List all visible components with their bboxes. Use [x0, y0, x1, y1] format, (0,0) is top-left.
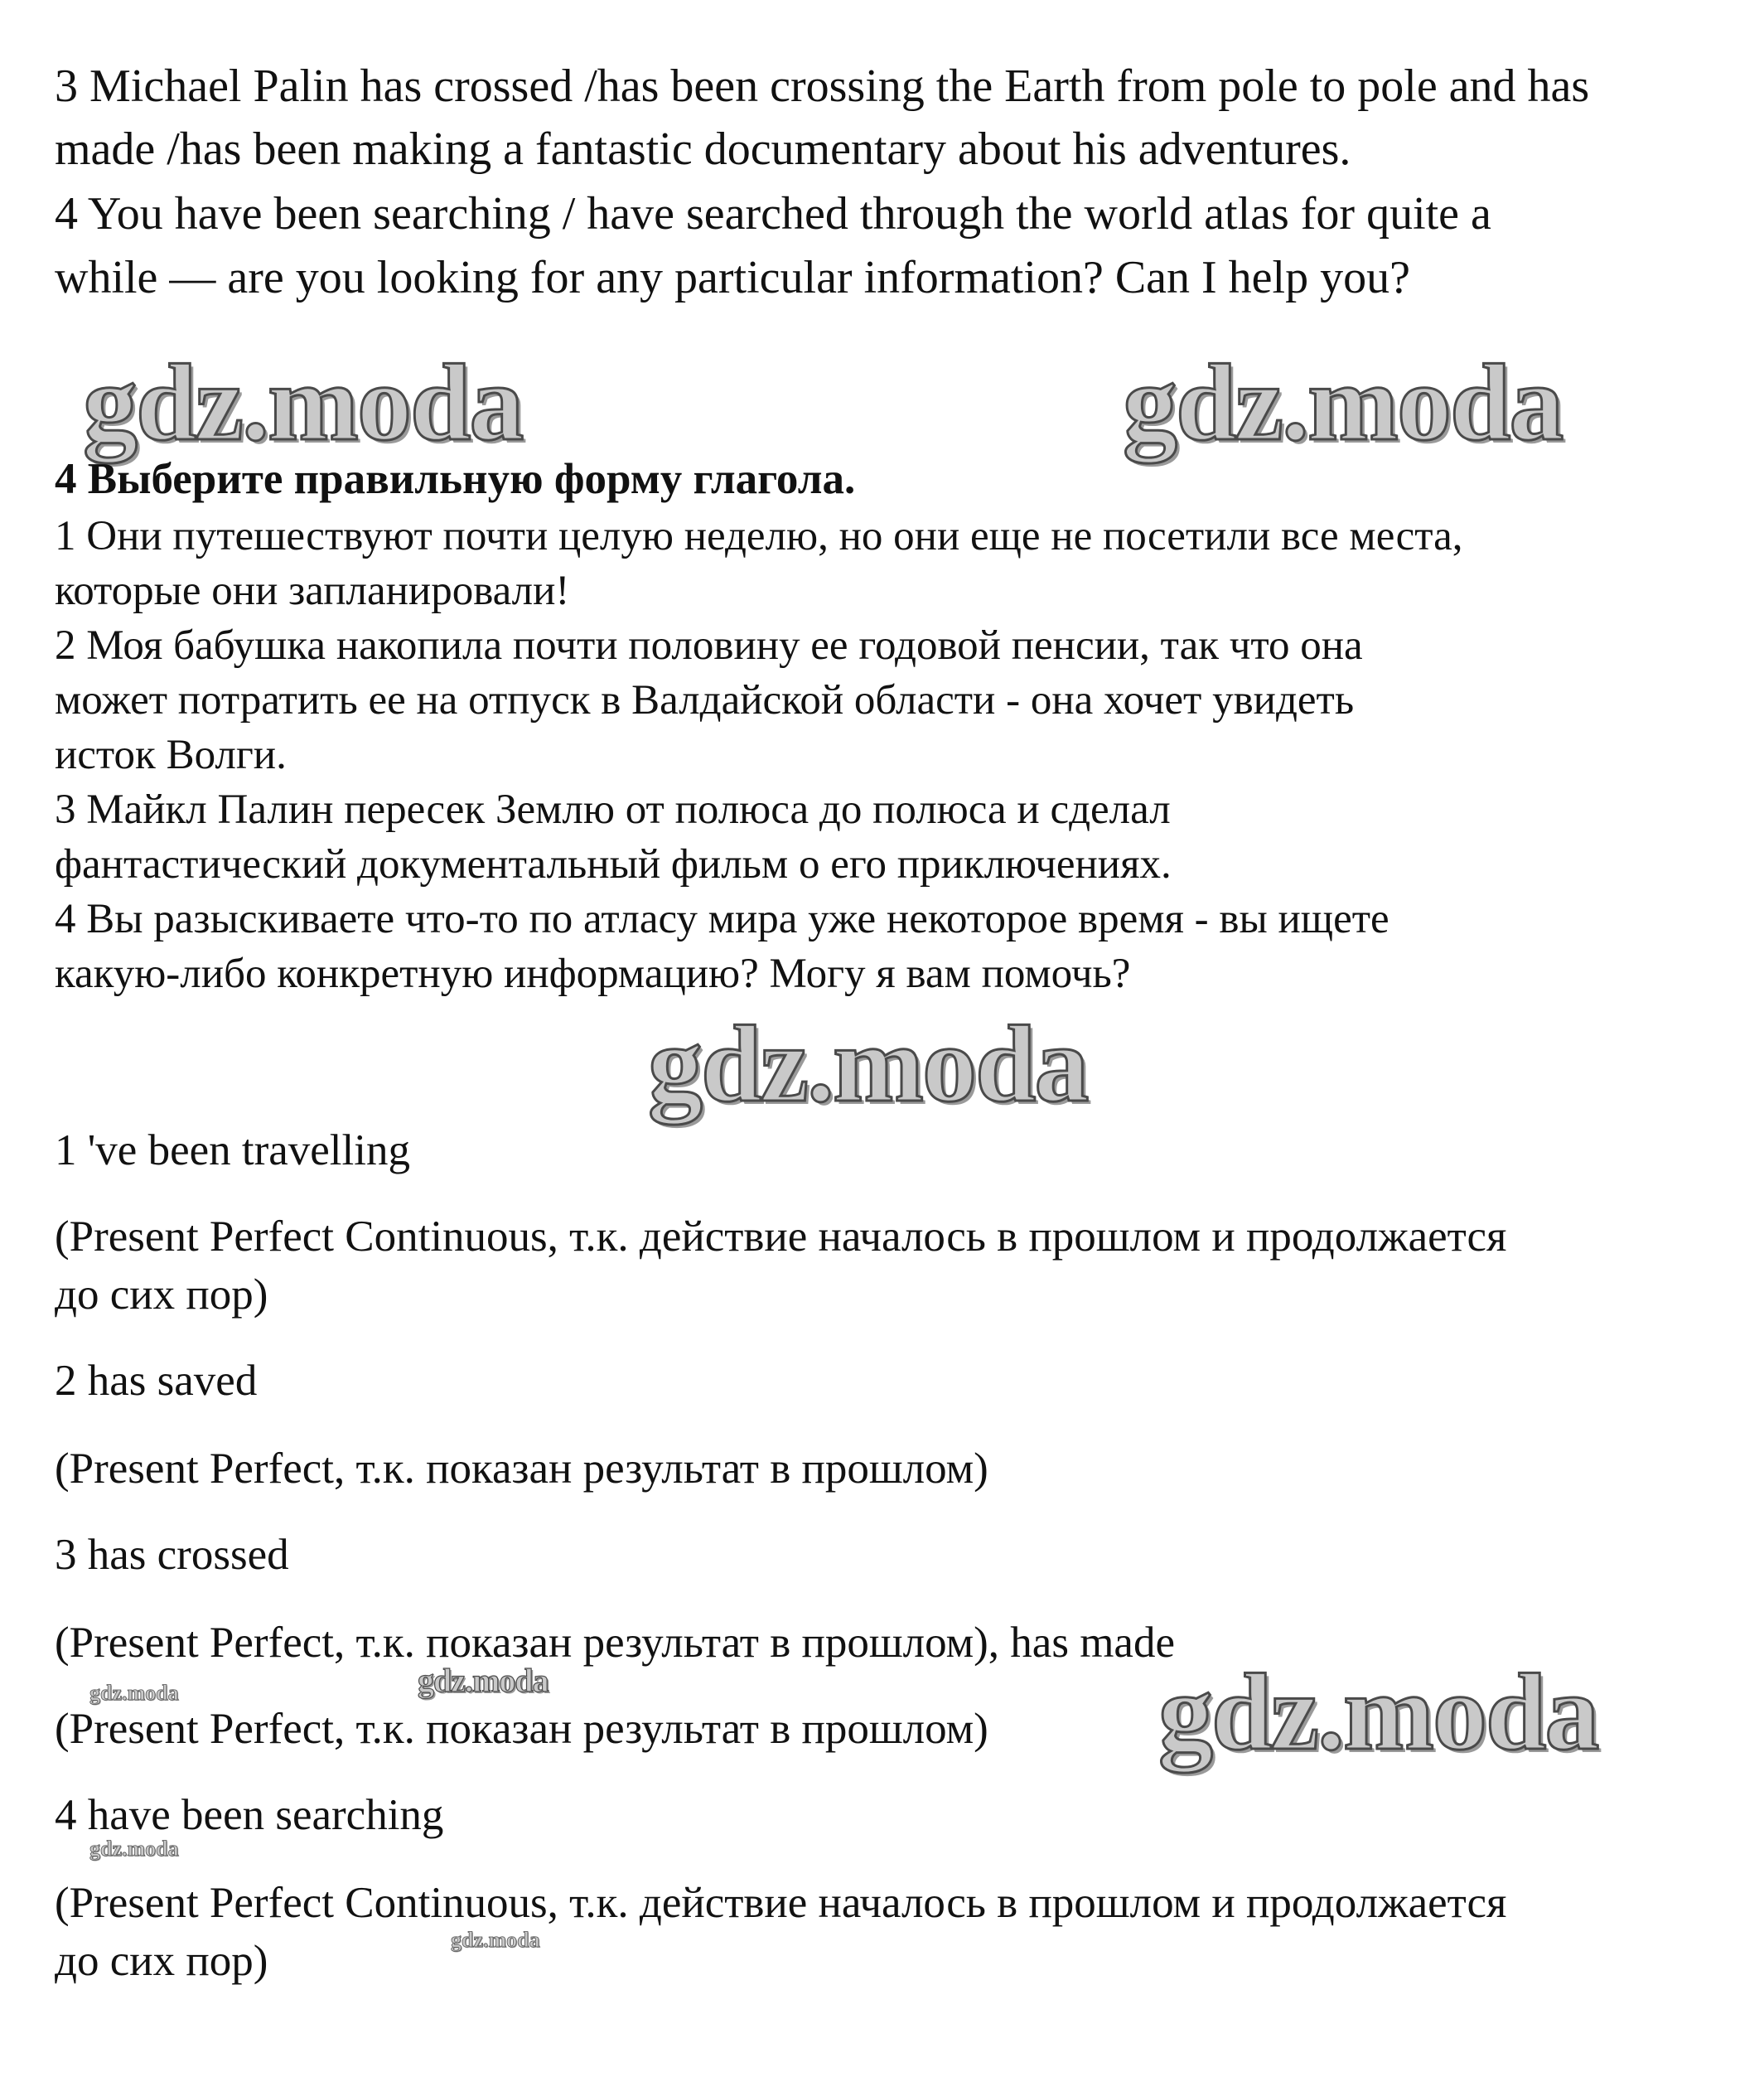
watermark-logo: gdz.moda	[648, 1003, 1088, 1125]
answer-line: 1 've been travelling	[55, 1126, 410, 1174]
translation-line: какую-либо конкретную информацию? Могу я вам помочь?	[55, 951, 1131, 997]
translation-line: 4 Вы разыскиваете что-то по атласу мира уже некоторое время - вы ищете	[55, 896, 1389, 942]
answer-line: 2 has saved	[55, 1357, 258, 1405]
exercise-line-4b: while — are you looking for any particular information? Can I help you?	[55, 252, 1410, 303]
translation-line: может потратить ее на отпуск в Валдайской области - она хочет увидеть	[55, 677, 1355, 724]
answer-line: (Present Perfect, т.к. показан результат в прошлом)	[55, 1705, 988, 1753]
section-heading: 4 Выберите правильную форму глагола.	[55, 455, 856, 503]
watermark-logo: gdz.moda	[83, 341, 523, 463]
exercise-line-3a: 3 Michael Palin has crossed /has been crossing the Earth from pole to pole and has	[55, 61, 1590, 112]
translation-line: 2 Моя бабушка накопила почти половину ее годовой пенсии, так что она	[55, 622, 1363, 669]
answer-line: до сих пор)	[55, 1271, 268, 1319]
translation-line: исток Волги.	[55, 732, 287, 778]
answer-line: 4 have been searching	[55, 1791, 444, 1839]
translation-line: которые они запланировали!	[55, 568, 570, 614]
watermark-logo: gdz.moda	[418, 1662, 549, 1699]
answer-line: (Present Perfect Continuous, т.к. действие началось в прошлом и продолжается	[55, 1879, 1507, 1927]
watermark-logo: gdz.moda	[1123, 341, 1563, 463]
translation-line: 1 Они путешествуют почти целую неделю, но они еще не посетили все места,	[55, 513, 1463, 559]
answer-line: 3 has crossed	[55, 1531, 289, 1579]
exercise-line-4a: 4 You have been searching / have searched through the world atlas for quite a	[55, 188, 1491, 240]
watermark-logo: gdz.moda	[1158, 1651, 1598, 1773]
translation-line: фантастический документальный фильм о его приключениях.	[55, 841, 1172, 888]
translation-line: 3 Майкл Палин пересек Землю от полюса до полюса и сделал	[55, 787, 1171, 833]
watermark-logo: gdz.moda	[451, 1928, 540, 1952]
answer-line: (Present Perfect Continuous, т.к. действие началось в прошлом и продолжается	[55, 1213, 1507, 1261]
exercise-line-3b: made /has been making a fantastic documentary about his adventures.	[55, 123, 1351, 175]
watermark-logo: gdz.moda	[89, 1681, 179, 1705]
answer-line: (Present Perfect, т.к. показан результат в прошлом), has made	[55, 1619, 1175, 1667]
watermark-logo: gdz.moda	[89, 1837, 179, 1861]
answer-line: (Present Perfect, т.к. показан результат в прошлом)	[55, 1445, 988, 1493]
answer-line: до сих пор)	[55, 1937, 268, 1985]
